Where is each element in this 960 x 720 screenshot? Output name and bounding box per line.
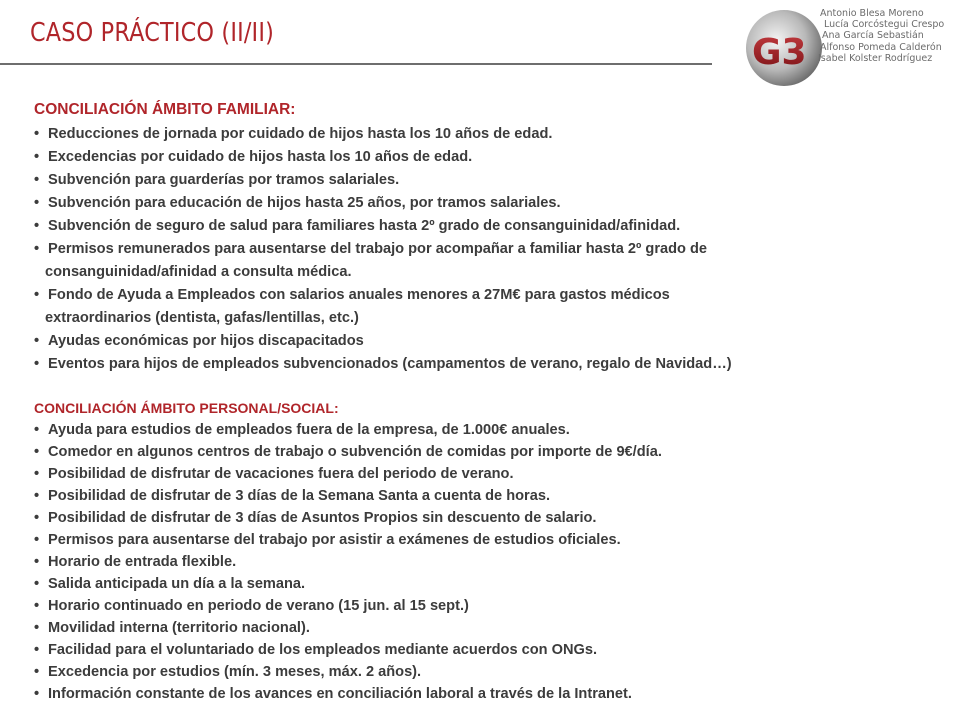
item-text: Posibilidad de disfrutar de 3 días de la Semana Santa a cuenta de horas. xyxy=(48,488,551,504)
bullet-icon: • xyxy=(34,333,40,349)
slide-content xyxy=(34,100,946,705)
list-item xyxy=(34,238,946,261)
bullet-icon: • xyxy=(34,642,40,658)
bullet-icon: • xyxy=(34,172,40,188)
page-title: CASO PRÁCTICO (II/II) xyxy=(30,18,274,48)
list-item xyxy=(34,551,946,573)
bullet-icon: • xyxy=(34,241,40,257)
bullet-icon: • xyxy=(34,488,40,504)
item-text: Excedencia por estudios (mín. 3 meses, máx. 2 años). xyxy=(48,664,422,680)
bullet-icon: • xyxy=(34,686,40,702)
item-text: Subvención para guarderías por tramos salariales. xyxy=(48,172,400,188)
section-title-personal: CONCILIACIÓN ÁMBITO PERSONAL/SOCIAL: xyxy=(34,400,339,416)
section-title-familiar: CONCILIACIÓN ÁMBITO FAMILIAR: xyxy=(34,101,296,118)
bullet-icon: • xyxy=(34,444,40,460)
g3-sphere-icon xyxy=(742,4,822,94)
list-item xyxy=(34,529,946,551)
bullet-icon: • xyxy=(34,554,40,570)
bullet-icon: • xyxy=(34,510,40,526)
item-text: Horario continuado en periodo de verano (15 jun. al 15 sept.) xyxy=(48,598,469,614)
list-item xyxy=(34,639,946,661)
bullet-icon: • xyxy=(34,287,40,303)
list-item xyxy=(34,146,946,169)
bullet-icon: • xyxy=(34,126,40,142)
author-name: Antonio Blesa Moreno xyxy=(820,8,924,19)
personal-list xyxy=(34,419,946,705)
item-text: Ayuda para estudios de empleados fuera de la empresa, de 1.000€ anuales. xyxy=(48,422,570,438)
familiar-list xyxy=(34,123,946,376)
bullet-icon: • xyxy=(34,576,40,592)
list-item xyxy=(34,573,946,595)
item-text: Posibilidad de disfrutar de vacaciones fuera del periodo de verano. xyxy=(48,466,514,482)
author-name: Alfonso Pomeda Calderón xyxy=(820,41,942,53)
item-text: Permisos para ausentarse del trabajo por asistir a exámenes de estudios oficiales. xyxy=(48,532,621,548)
list-item xyxy=(34,123,946,146)
list-item xyxy=(34,485,946,507)
author-name: Isabel Kolster Rodríguez xyxy=(818,52,933,64)
item-text: Subvención de seguro de salud para familiares hasta 2º grado de consanguinidad/afinidad. xyxy=(48,218,681,234)
list-item xyxy=(34,192,946,215)
list-item xyxy=(34,463,946,485)
list-item xyxy=(34,215,946,238)
bullet-icon: • xyxy=(34,422,40,438)
bullet-icon: • xyxy=(34,356,40,372)
item-text: Reducciones de jornada por cuidado de hijos hasta los 10 años de edad. xyxy=(48,126,553,142)
item-text: Movilidad interna (territorio nacional). xyxy=(48,620,310,636)
item-text: Facilidad para el voluntariado de los empleados mediante acuerdos con ONGs. xyxy=(48,642,598,658)
item-text: Comedor en algunos centros de trabajo o subvención de comidas por importe de 9€/día. xyxy=(48,444,662,460)
author-name: Lucía Corcóstegui Crespo xyxy=(824,19,945,31)
bullet-icon: • xyxy=(34,466,40,482)
bullet-icon: • xyxy=(34,620,40,636)
list-item xyxy=(34,353,946,376)
item-continuation: consanguinidad/afinidad a consulta médica. xyxy=(45,264,352,280)
list-item xyxy=(34,330,946,353)
list-item xyxy=(34,617,946,639)
bullet-icon: • xyxy=(34,218,40,234)
author-list xyxy=(820,8,944,64)
g3-logo xyxy=(742,4,952,94)
item-text: Eventos para hijos de empleados subvencionados (campamentos de verano, regalo de Navidad…) xyxy=(48,356,732,372)
title-underline xyxy=(0,63,712,65)
item-text: Fondo de Ayuda a Empleados con salarios anuales menores a 27M€ para gastos médicos xyxy=(48,287,670,303)
list-item xyxy=(34,169,946,192)
item-text: Posibilidad de disfrutar de 3 días de Asuntos Propios sin descuento de salario. xyxy=(48,510,597,526)
list-item xyxy=(34,683,946,705)
list-item xyxy=(34,284,946,307)
list-item xyxy=(34,441,946,463)
item-text: Horario de entrada flexible. xyxy=(48,554,237,570)
item-text: Información constante de los avances en conciliación laboral a través de la Intranet. xyxy=(48,686,632,702)
author-name: Ana García Sebastián xyxy=(822,30,924,42)
item-text: Permisos remunerados para ausentarse del trabajo por acompañar a familiar hasta 2º grado de xyxy=(48,241,708,257)
bullet-icon: • xyxy=(34,195,40,211)
item-text: Excedencias por cuidado de hijos hasta los 10 años de edad. xyxy=(48,149,473,165)
list-item xyxy=(34,595,946,617)
list-item xyxy=(34,419,946,441)
logo-mark: G3 xyxy=(752,32,807,73)
bullet-icon: • xyxy=(34,149,40,165)
item-text: Salida anticipada un día a la semana. xyxy=(48,576,306,592)
item-continuation: extraordinarios (dentista, gafas/lentillas, etc.) xyxy=(45,310,359,326)
item-text: Subvención para educación de hijos hasta 25 años, por tramos salariales. xyxy=(48,195,561,211)
list-item xyxy=(34,661,946,683)
list-item xyxy=(34,507,946,529)
bullet-icon: • xyxy=(34,598,40,614)
item-text: Ayudas económicas por hijos discapacitados xyxy=(48,333,364,349)
bullet-icon: • xyxy=(34,532,40,548)
bullet-icon: • xyxy=(34,664,40,680)
